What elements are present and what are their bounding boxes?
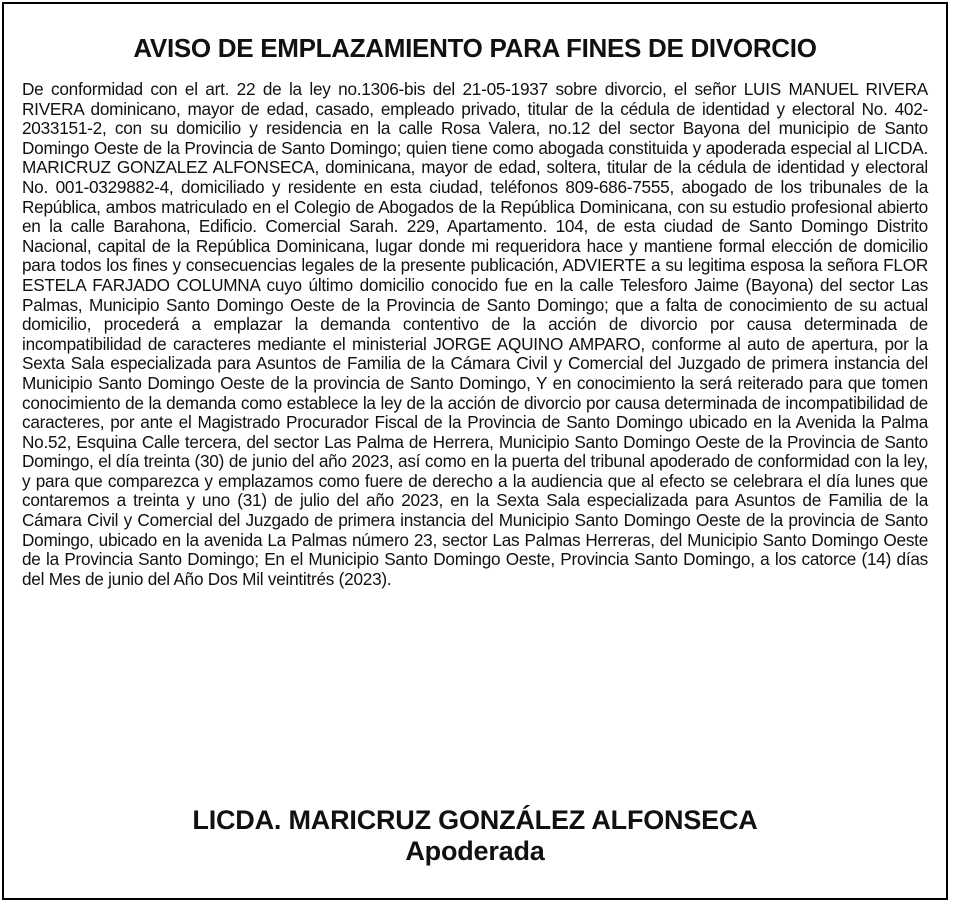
- legal-notice: [2, 2, 948, 900]
- signature-block: [4, 805, 946, 867]
- notice-body: De conformidad con el art. 22 de la ley no.1306-bis del 21-05-1937 sobre divorcio, el señor LUIS MANUEL RIVERA RIVERA dominicano, mayor de edad, casado, empleado privado, titular de la cédula de identidad y electoral No. 402-2033151-2, con su domicilio y residencia en la calle Rosa Valera, no.12 del sector Bayona del municipio de Santo Domingo Oeste de la Provincia de Santo Domingo; quien tiene como abogada constituida y apoderada especial al LICDA. MARICRUZ GONZALEZ ALFONSECA, dominicana, mayor de edad, soltera, titular de la cédula de identidad y electoral No. 001-0329882-4, domiciliado y residente en esta ciudad, teléfonos 809-686-7555, abogado de los tribunales de la República, ambos matriculado en el Colegio de Abogados de la República Dominicana, con su estudio profesional abierto en la calle Barahona, Edificio. Comercial Sarah. 229, Apartamento. 104, de esta ciudad de Santo Domingo Distrito Nacional, capital de la República Dominicana, lugar donde mi requeridora hace y mantiene formal elección de domicilio para todos los fines y consecuencias legales de la presente publicación, ADVIERTE a su legitima esposa la señora FLOR ESTELA FARJADO COLUMNA cuyo último domicilio conocido fue en la calle Telesforo Jaime (Bayona) del sector Las Palmas, Municipio Santo Domingo Oeste de la Provincia de Santo Domingo; que a falta de conocimiento de su actual domicilio, procederá a emplazar la demanda contentivo de la acción de divorcio por causa determinada de incompatibilidad de caracteres mediante el ministerial JORGE AQUINO AMPARO, conforme al auto de apertura, por la Sexta Sala especializada para Asuntos de Familia de la Cámara Civil y Comercial del Juzgado de primera instancia del Municipio Santo Domingo Oeste de la provincia de Santo Domingo, Y en conocimiento la será reiterado para que tomen conocimiento de la demanda como establece la ley de la acción de divorcio por causa determinada de incompatibilidad de caracteres, por ante el Magistrado Procurador Fiscal de la Provincia de Santo Domingo ubicado en la Avenida la Palma No.52, Esquina Calle tercera, del sector Las Palma de Herrera, Municipio Santo Domingo Oeste de la Provincia de Santo Domingo, el día treinta (30) de junio del año 2023, así como en la puerta del tribunal apoderado de conformidad con la ley, y para que comparezca y emplazamos como fuere de derecho a la audiencia que al efecto se celebrara el día lunes que contaremos a treinta y uno (31) de julio del año 2023, en la Sexta Sala especializada para Asuntos de Familia de la Cámara Civil y Comercial del Juzgado de primera instancia del Municipio Santo Domingo Oeste de la provincia de Santo Domingo, ubicado en la avenida La Palmas número 23, sector Las Palmas Herreras, del Municipio Santo Domingo Oeste de la Provincia Santo Domingo; En el Municipio Santo Domingo Oeste, Provincia Santo Domingo, a los catorce (14) días del Mes de junio del Año Dos Mil veintitrés (2023).: [22, 79, 928, 589]
- signatory-role: Apoderada: [405, 836, 545, 866]
- notice-title: AVISO DE EMPLAZAMIENTO PARA FINES DE DIVORCIO: [133, 33, 817, 63]
- signatory-name: LICDA. MARICRUZ GONZÁLEZ ALFONSECA: [192, 805, 758, 835]
